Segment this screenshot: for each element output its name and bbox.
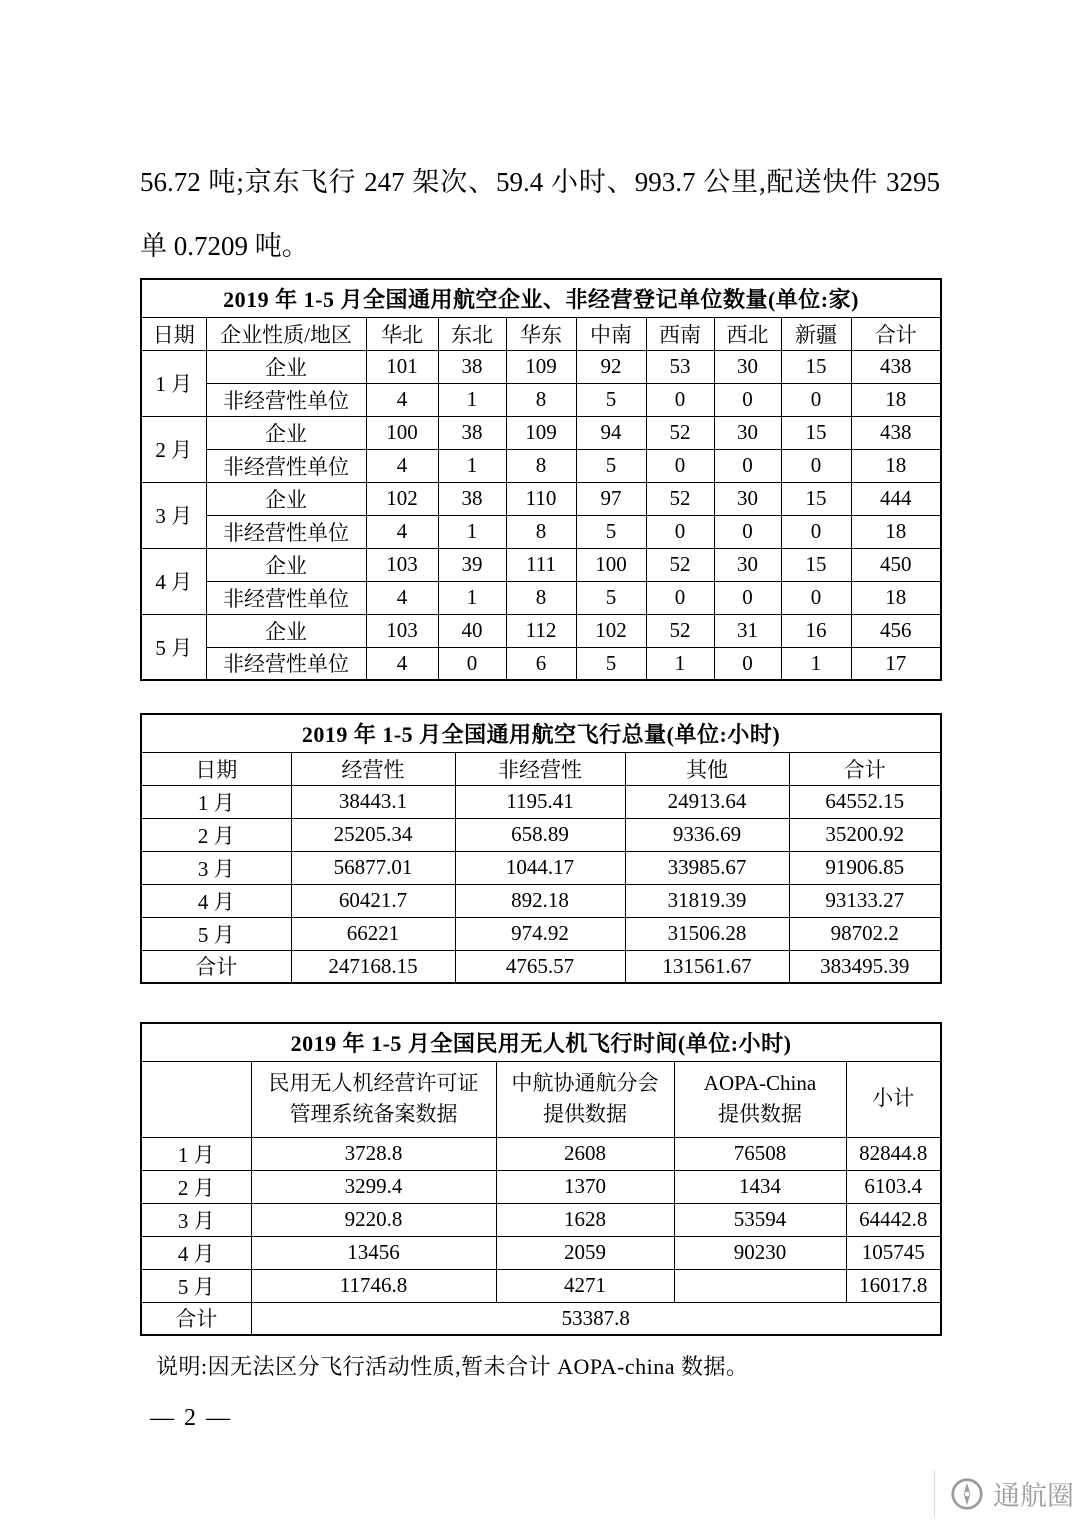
column-header: 东北 bbox=[438, 317, 506, 350]
value-cell: 1434 bbox=[674, 1170, 846, 1203]
row-label: 4 月 bbox=[141, 1236, 251, 1269]
value-cell: 9220.8 bbox=[251, 1203, 496, 1236]
row-label: 企业 bbox=[206, 482, 366, 515]
enterprise-unit-count-table bbox=[140, 278, 942, 681]
column-header: 其他 bbox=[625, 752, 789, 785]
month-cell: 5 月 bbox=[141, 614, 206, 680]
column-header: 西南 bbox=[646, 317, 714, 350]
value-cell: 8 bbox=[506, 383, 576, 416]
value-cell: 30 bbox=[714, 350, 781, 383]
value-cell bbox=[674, 1269, 846, 1302]
value-cell: 0 bbox=[714, 383, 781, 416]
value-cell: 4 bbox=[366, 449, 438, 482]
table1-body bbox=[141, 350, 941, 680]
value-cell: 450 bbox=[851, 548, 941, 581]
value-cell: 90230 bbox=[674, 1236, 846, 1269]
value-cell: 24913.64 bbox=[625, 785, 789, 818]
value-cell: 60421.7 bbox=[291, 884, 455, 917]
value-cell: 0 bbox=[438, 647, 506, 680]
table-row bbox=[141, 851, 941, 884]
column-header: 合计 bbox=[851, 317, 941, 350]
document-content bbox=[140, 0, 940, 1432]
value-cell: 6 bbox=[506, 647, 576, 680]
value-cell: 40 bbox=[438, 614, 506, 647]
column-header: AOPA-China 提供数据 bbox=[674, 1061, 846, 1137]
value-cell: 15 bbox=[781, 416, 851, 449]
value-cell: 109 bbox=[506, 350, 576, 383]
value-cell: 31819.39 bbox=[625, 884, 789, 917]
value-cell: 658.89 bbox=[455, 818, 625, 851]
intro-paragraph bbox=[140, 150, 940, 278]
intro-line-1: 56.72 吨;京东飞行 247 架次、59.4 小时、993.7 公里,配送快件 3295 bbox=[140, 167, 940, 197]
value-cell: 56877.01 bbox=[291, 851, 455, 884]
value-cell: 102 bbox=[366, 482, 438, 515]
value-cell: 100 bbox=[576, 548, 646, 581]
table-row bbox=[141, 581, 941, 614]
value-cell: 8 bbox=[506, 581, 576, 614]
table-row bbox=[141, 515, 941, 548]
value-cell: 2059 bbox=[496, 1236, 674, 1269]
value-cell: 94 bbox=[576, 416, 646, 449]
value-cell: 974.92 bbox=[455, 917, 625, 950]
value-cell: 1044.17 bbox=[455, 851, 625, 884]
column-header: 西北 bbox=[714, 317, 781, 350]
value-cell: 52 bbox=[646, 548, 714, 581]
table-row bbox=[141, 1170, 941, 1203]
value-cell: 30 bbox=[714, 482, 781, 515]
intro-line-2: 单 0.7209 吨。 bbox=[140, 231, 309, 261]
value-cell: 5 bbox=[576, 515, 646, 548]
row-label: 3 月 bbox=[141, 851, 291, 884]
value-cell: 4 bbox=[366, 383, 438, 416]
value-cell: 456 bbox=[851, 614, 941, 647]
value-cell: 5 bbox=[576, 449, 646, 482]
table-row bbox=[141, 1137, 941, 1170]
value-cell: 4 bbox=[366, 581, 438, 614]
value-cell: 0 bbox=[714, 647, 781, 680]
value-cell: 98702.2 bbox=[789, 917, 941, 950]
watermark-label: 通航圈 bbox=[993, 1481, 1074, 1511]
value-cell: 38 bbox=[438, 482, 506, 515]
value-cell: 64442.8 bbox=[846, 1203, 941, 1236]
flight-hours-table bbox=[140, 713, 942, 984]
row-label: 企业 bbox=[206, 350, 366, 383]
table3-footnote: 说明:因无法区分飞行活动性质,暂未合计 AOPA-china 数据。 bbox=[156, 1354, 749, 1379]
value-cell: 0 bbox=[646, 383, 714, 416]
table-row bbox=[141, 1203, 941, 1236]
table2-header-row bbox=[141, 752, 941, 785]
table-row bbox=[141, 548, 941, 581]
value-cell: 0 bbox=[646, 515, 714, 548]
value-cell: 30 bbox=[714, 548, 781, 581]
value-cell: 18 bbox=[851, 515, 941, 548]
value-cell: 15 bbox=[781, 482, 851, 515]
table-row bbox=[141, 950, 941, 983]
value-cell: 2608 bbox=[496, 1137, 674, 1170]
column-header: 企业性质/地区 bbox=[206, 317, 366, 350]
value-cell: 66221 bbox=[291, 917, 455, 950]
column-header: 非经营性 bbox=[455, 752, 625, 785]
value-cell: 0 bbox=[714, 515, 781, 548]
table3-body bbox=[141, 1137, 941, 1335]
table-row bbox=[141, 818, 941, 851]
row-label: 企业 bbox=[206, 614, 366, 647]
page-number: — 2 — bbox=[150, 1405, 232, 1431]
value-cell: 5 bbox=[576, 383, 646, 416]
month-cell: 3 月 bbox=[141, 482, 206, 548]
table1-title: 2019 年 1-5 月全国通用航空企业、非经营登记单位数量(单位:家) bbox=[141, 279, 941, 317]
value-cell: 438 bbox=[851, 416, 941, 449]
table-row bbox=[141, 350, 941, 383]
value-cell: 52 bbox=[646, 614, 714, 647]
value-cell: 1 bbox=[438, 449, 506, 482]
table-row bbox=[141, 785, 941, 818]
value-cell: 1628 bbox=[496, 1203, 674, 1236]
row-label: 合计 bbox=[141, 950, 291, 983]
value-cell: 18 bbox=[851, 581, 941, 614]
value-cell: 110 bbox=[506, 482, 576, 515]
value-cell: 93133.27 bbox=[789, 884, 941, 917]
tonghangquan-logo-icon bbox=[949, 1476, 985, 1512]
column-header: 日期 bbox=[141, 752, 291, 785]
value-cell: 4765.57 bbox=[455, 950, 625, 983]
table-row bbox=[141, 614, 941, 647]
value-cell: 4 bbox=[366, 515, 438, 548]
row-label: 非经营性单位 bbox=[206, 647, 366, 680]
value-cell: 53 bbox=[646, 350, 714, 383]
value-cell: 18 bbox=[851, 449, 941, 482]
value-cell: 11746.8 bbox=[251, 1269, 496, 1302]
value-cell: 82844.8 bbox=[846, 1137, 941, 1170]
table3-title: 2019 年 1-5 月全国民用无人机飞行时间(单位:小时) bbox=[141, 1023, 941, 1061]
table-row bbox=[141, 884, 941, 917]
column-header: 新疆 bbox=[781, 317, 851, 350]
column-header: 小计 bbox=[846, 1061, 941, 1137]
value-cell: 111 bbox=[506, 548, 576, 581]
value-cell: 1370 bbox=[496, 1170, 674, 1203]
value-cell: 91906.85 bbox=[789, 851, 941, 884]
value-cell: 1 bbox=[781, 647, 851, 680]
row-label: 合计 bbox=[141, 1302, 251, 1335]
column-header: 经营性 bbox=[291, 752, 455, 785]
value-cell: 13456 bbox=[251, 1236, 496, 1269]
value-cell: 0 bbox=[646, 449, 714, 482]
value-cell: 247168.15 bbox=[291, 950, 455, 983]
value-cell: 0 bbox=[781, 449, 851, 482]
value-cell: 1 bbox=[438, 515, 506, 548]
value-cell: 1 bbox=[438, 383, 506, 416]
table-title-row bbox=[141, 714, 941, 752]
value-cell: 39 bbox=[438, 548, 506, 581]
value-cell: 0 bbox=[714, 581, 781, 614]
value-cell: 9336.69 bbox=[625, 818, 789, 851]
table-row bbox=[141, 647, 941, 680]
row-label: 2 月 bbox=[141, 818, 291, 851]
table-row bbox=[141, 449, 941, 482]
column-header: 华东 bbox=[506, 317, 576, 350]
table2-title: 2019 年 1-5 月全国通用航空飞行总量(单位:小时) bbox=[141, 714, 941, 752]
table2-body bbox=[141, 785, 941, 983]
row-label: 4 月 bbox=[141, 884, 291, 917]
watermark bbox=[934, 1470, 1080, 1517]
value-cell: 38 bbox=[438, 350, 506, 383]
value-cell: 18 bbox=[851, 383, 941, 416]
table3-header-row bbox=[141, 1061, 941, 1137]
row-label: 3 月 bbox=[141, 1203, 251, 1236]
column-header: 中南 bbox=[576, 317, 646, 350]
row-label: 2 月 bbox=[141, 1170, 251, 1203]
row-label: 非经营性单位 bbox=[206, 515, 366, 548]
value-cell: 8 bbox=[506, 515, 576, 548]
value-cell: 16017.8 bbox=[846, 1269, 941, 1302]
value-cell: 444 bbox=[851, 482, 941, 515]
value-cell: 35200.92 bbox=[789, 818, 941, 851]
value-cell: 109 bbox=[506, 416, 576, 449]
table-total-row bbox=[141, 1302, 941, 1335]
value-cell: 103 bbox=[366, 548, 438, 581]
value-cell: 0 bbox=[646, 581, 714, 614]
table1-header-row bbox=[141, 317, 941, 350]
value-cell: 31506.28 bbox=[625, 917, 789, 950]
table-title-row bbox=[141, 279, 941, 317]
value-cell: 6103.4 bbox=[846, 1170, 941, 1203]
value-cell: 0 bbox=[781, 515, 851, 548]
value-cell: 0 bbox=[714, 449, 781, 482]
value-cell: 38 bbox=[438, 416, 506, 449]
value-cell: 16 bbox=[781, 614, 851, 647]
value-cell: 1195.41 bbox=[455, 785, 625, 818]
column-header: 华北 bbox=[366, 317, 438, 350]
column-header bbox=[141, 1061, 251, 1137]
row-label: 5 月 bbox=[141, 1269, 251, 1302]
value-cell: 102 bbox=[576, 614, 646, 647]
table-row bbox=[141, 383, 941, 416]
value-cell: 100 bbox=[366, 416, 438, 449]
value-cell: 52 bbox=[646, 416, 714, 449]
value-cell: 76508 bbox=[674, 1137, 846, 1170]
row-label: 非经营性单位 bbox=[206, 449, 366, 482]
table-row bbox=[141, 482, 941, 515]
row-label: 5 月 bbox=[141, 917, 291, 950]
row-label: 非经营性单位 bbox=[206, 581, 366, 614]
table-row bbox=[141, 1236, 941, 1269]
value-cell: 8 bbox=[506, 449, 576, 482]
value-cell: 131561.67 bbox=[625, 950, 789, 983]
value-cell: 438 bbox=[851, 350, 941, 383]
value-cell: 97 bbox=[576, 482, 646, 515]
value-cell: 4271 bbox=[496, 1269, 674, 1302]
column-header: 合计 bbox=[789, 752, 941, 785]
table-row bbox=[141, 416, 941, 449]
total-value-cell: 53387.8 bbox=[251, 1302, 941, 1335]
value-cell: 101 bbox=[366, 350, 438, 383]
value-cell: 383495.39 bbox=[789, 950, 941, 983]
value-cell: 0 bbox=[781, 581, 851, 614]
value-cell: 33985.67 bbox=[625, 851, 789, 884]
value-cell: 17 bbox=[851, 647, 941, 680]
value-cell: 5 bbox=[576, 647, 646, 680]
value-cell: 3728.8 bbox=[251, 1137, 496, 1170]
table-row bbox=[141, 917, 941, 950]
row-label: 1 月 bbox=[141, 1137, 251, 1170]
value-cell: 1 bbox=[438, 581, 506, 614]
value-cell: 892.18 bbox=[455, 884, 625, 917]
month-cell: 1 月 bbox=[141, 350, 206, 416]
column-header: 民用无人机经营许可证 管理系统备案数据 bbox=[251, 1061, 496, 1137]
value-cell: 25205.34 bbox=[291, 818, 455, 851]
column-header: 中航协通航分会 提供数据 bbox=[496, 1061, 674, 1137]
value-cell: 92 bbox=[576, 350, 646, 383]
table-row bbox=[141, 1269, 941, 1302]
row-label: 企业 bbox=[206, 548, 366, 581]
month-cell: 2 月 bbox=[141, 416, 206, 482]
value-cell: 5 bbox=[576, 581, 646, 614]
row-label: 非经营性单位 bbox=[206, 383, 366, 416]
value-cell: 112 bbox=[506, 614, 576, 647]
month-cell: 4 月 bbox=[141, 548, 206, 614]
table-title-row bbox=[141, 1023, 941, 1061]
value-cell: 3299.4 bbox=[251, 1170, 496, 1203]
value-cell: 53594 bbox=[674, 1203, 846, 1236]
value-cell: 103 bbox=[366, 614, 438, 647]
value-cell: 38443.1 bbox=[291, 785, 455, 818]
row-label: 1 月 bbox=[141, 785, 291, 818]
row-label: 企业 bbox=[206, 416, 366, 449]
value-cell: 15 bbox=[781, 548, 851, 581]
value-cell: 31 bbox=[714, 614, 781, 647]
value-cell: 15 bbox=[781, 350, 851, 383]
value-cell: 30 bbox=[714, 416, 781, 449]
column-header: 日期 bbox=[141, 317, 206, 350]
value-cell: 4 bbox=[366, 647, 438, 680]
value-cell: 64552.15 bbox=[789, 785, 941, 818]
value-cell: 1 bbox=[646, 647, 714, 680]
uav-flight-time-table bbox=[140, 1022, 942, 1336]
value-cell: 52 bbox=[646, 482, 714, 515]
value-cell: 0 bbox=[781, 383, 851, 416]
value-cell: 105745 bbox=[846, 1236, 941, 1269]
